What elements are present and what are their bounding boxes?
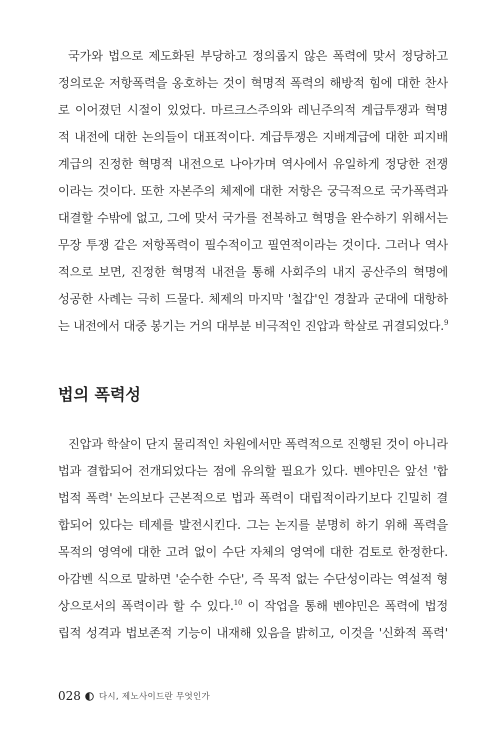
text-line: 립적 성격과 법보존적 기능이 내재해 있음을 밝히고, 이것을 '신화적 폭력' xyxy=(58,626,448,640)
text-line: 법적 폭력' 논의보다 근본적으로 법과 폭력이 대립적이라기보다 긴밀히 결 xyxy=(58,491,448,505)
text-line: 정의로운 저항폭력을 옹호하는 것이 혁명적 폭력의 해방적 힘에 대한 찬사 xyxy=(58,76,448,90)
text-line-content: 상으로서의 폭력이라 할 수 있다. xyxy=(58,599,234,613)
page-number: 028 xyxy=(58,689,81,703)
text-line: 아감벤 식으로 말하면 '순수한 수단', 즉 목적 없는 수단성이라는 역설적 형 xyxy=(58,572,448,586)
footnote-marker-10: 10 xyxy=(233,599,243,607)
footnote-marker-9: 9 xyxy=(443,319,448,327)
text-line-content: 는 내전에서 대중 봉기는 거의 대부분 비극적인 진압과 학살로 귀결되었다. xyxy=(58,319,444,333)
paragraph-2 xyxy=(58,434,448,640)
text-line: 성공한 사례는 극히 드물다. 체제의 마지막 '철갑'인 경찰과 군대에 대항하 xyxy=(58,292,448,306)
text-line: 대결할 수밖에 없고, 그에 맞서 국가를 전복하고 혁명을 완수하기 위해서는 xyxy=(58,211,448,225)
text-line: 계급의 진정한 혁명적 내전으로 나아가며 역사에서 유일하게 정당한 전쟁 xyxy=(58,157,448,171)
text-line-with-footnote xyxy=(58,316,448,336)
text-line: 국가와 법으로 제도화된 부당하고 정의롭지 않은 폭력에 맞서 정당하고 xyxy=(68,49,448,63)
text-line: 목적의 영역에 대한 고려 없이 수단 자체의 영역에 대한 검토로 한정한다. xyxy=(58,545,448,559)
text-line: 이라는 것이다. 또한 자본주의 체제에 대한 저항은 궁극적으로 국가폭력과 xyxy=(58,184,448,198)
section-heading: 법의 폭력성 xyxy=(58,385,141,404)
half-filled-circle-icon xyxy=(85,692,94,701)
text-line-with-footnote xyxy=(58,596,448,616)
text-line: 적으로 보면, 진정한 혁명적 내전을 통해 사회주의 내지 공산주의 혁명에 xyxy=(58,265,448,279)
text-line: 무장 투쟁 같은 저항폭력이 필수적이고 필연적이라는 것이다. 그러나 역사 xyxy=(58,238,448,252)
text-line: 로 이어졌던 시절이 있었다. 마르크스주의와 레닌주의적 계급투쟁과 혁명 xyxy=(58,103,448,117)
text-line: 법과 결합되어 전개되었다는 점에 유의할 필요가 있다. 벤야민은 앞선 '합 xyxy=(58,464,448,478)
text-line: 진압과 학살이 단지 물리적인 차원에서만 폭력적으로 진행된 것이 아니라 xyxy=(68,437,448,451)
paragraph-1 xyxy=(58,46,448,333)
text-line-content: 이 작업을 통해 벤야민은 폭력에 법정 xyxy=(242,599,448,613)
text-line: 합되어 있다는 테제를 발전시킨다. 그는 논지를 분명히 하기 위해 폭력을 xyxy=(58,518,448,532)
running-title: 다시, 제노사이드란 무엇인가 xyxy=(98,692,211,702)
page-footer xyxy=(58,688,210,704)
text-line: 적 내전에 대한 논의들이 대표적이다. 계급투쟁은 지배계급에 대한 피지배 xyxy=(58,130,448,144)
